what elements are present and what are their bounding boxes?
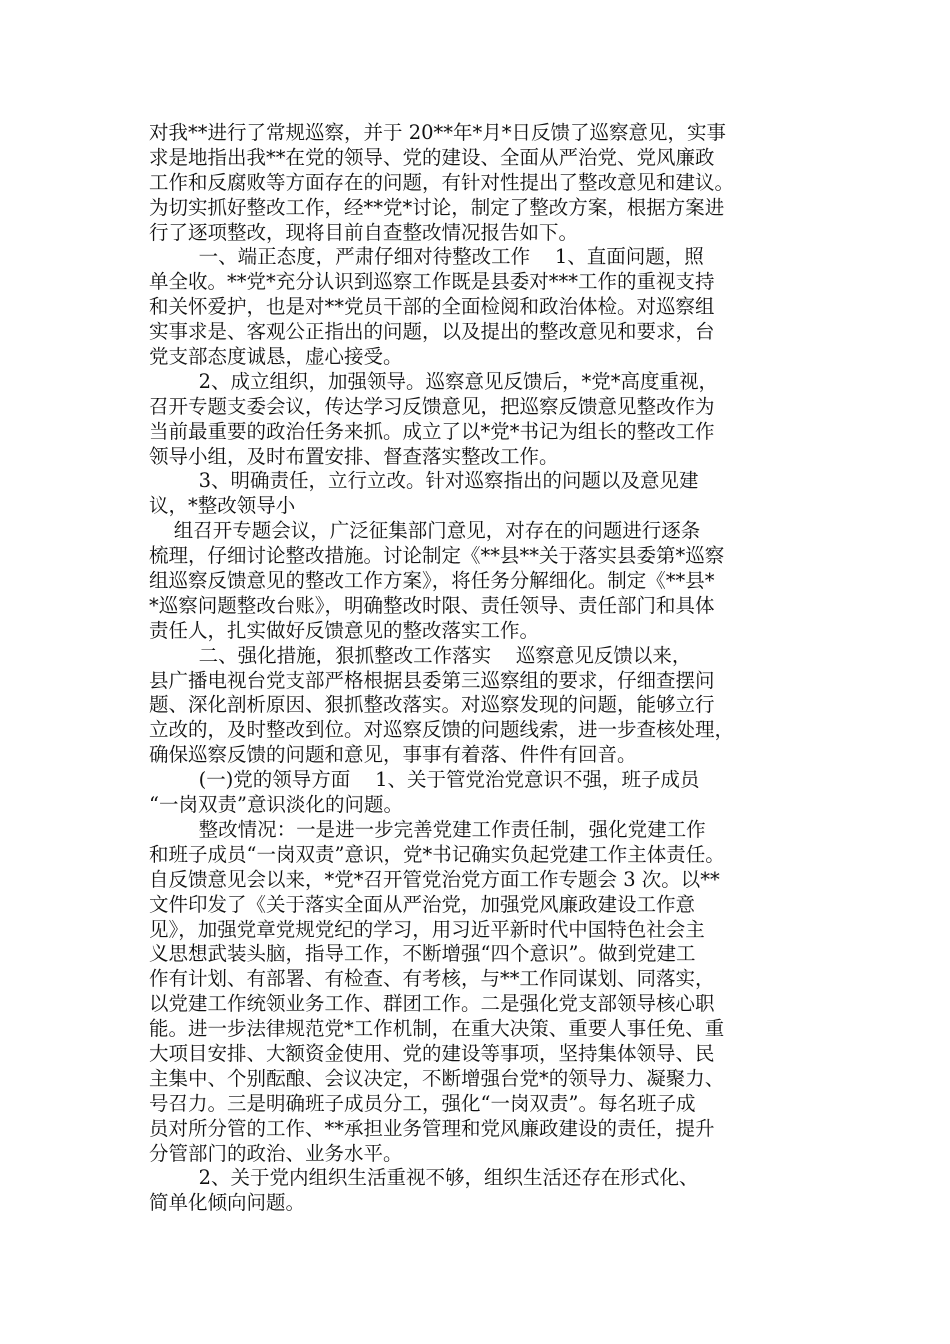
text-line: 县广播电视台党支部严格根据县委第三巡察组的要求，仔细查摆问: [149, 668, 715, 692]
text-line: 议，*整改领导小: [149, 494, 296, 518]
text-line: 主集中、个别酝酿、会议决定，不断增强台党*的领导力、凝聚力、: [149, 1066, 725, 1090]
text-line: 工作和反腐败等方面存在的问题，有针对性提出了整改意见和建议。: [149, 170, 735, 194]
text-line: 召开专题支委会议，传达学习反馈意见，把巡察反馈意见整改作为: [149, 394, 715, 418]
text-line: 确保巡察反馈的问题和意见，事事有着落、件件有回音。: [149, 743, 637, 767]
text-line: 和班子成员“一岗双责”意识，党*书记确实负起党建工作主体责任。: [149, 842, 725, 866]
text-line: 求是地指出我**在党的领导、党的建设、全面从严治党、党风廉政: [149, 145, 715, 169]
text-line: 领导小组，及时布置安排、督查落实整改工作。: [149, 444, 559, 468]
text-line: 员对所分管的工作、**承担业务管理和党风廉政建设的责任，提升: [149, 1116, 715, 1140]
text-line: 能。进一步法律规范党*工作机制，在重大决策、重要人事任免、重: [149, 1017, 725, 1041]
text-line: 单全收。**党*充分认识到巡察工作既是县委对***工作的重视支持: [149, 270, 715, 294]
text-line: 分管部门的政治、业务水平。: [149, 1141, 403, 1165]
text-line: 号召力。三是明确班子成员分工，强化“一岗双责”。每名班子成: [149, 1091, 696, 1115]
text-line: 立改的，及时整改到位。对巡察反馈的问题线索，进一步查核处理，: [149, 718, 735, 742]
text-line: 简单化倾向问题。: [149, 1191, 306, 1215]
text-line: 自反馈意见会以来，*党*召开管党治党方面工作专题会 3 次。以**: [149, 867, 720, 891]
text-line: 2、关于党内组织生活重视不够，组织生活还存在形式化、: [149, 1166, 699, 1190]
text-line: 作有计划、有部署、有检查、有考核，与**工作同谋划、同落实，: [149, 967, 715, 991]
text-line: 责任人，扎实做好反馈意见的整改落实工作。: [149, 618, 540, 642]
text-line: 以党建工作统领业务工作、群团工作。二是强化党支部领导核心职: [149, 992, 715, 1016]
text-line: 组巡察反馈意见的整改工作方案》，将任务分解细化。制定《**县*: [149, 569, 715, 593]
text-line: 二、强化措施，狠抓整改工作落实 巡察意见反馈以来，: [149, 643, 692, 667]
text-line: 大项目安排、大额资金使用、党的建设等事项，坚持集体领导、民: [149, 1041, 715, 1065]
text-line: (一)党的领导方面 1、关于管党治党意识不强，班子成员: [149, 768, 700, 792]
text-line: 整改情况：一是进一步完善党建工作责任制，强化党建工作: [149, 817, 706, 841]
text-line: 实事求是、客观公正指出的问题，以及提出的整改意见和要求，台: [149, 320, 715, 344]
text-line: 一、端正态度，严肃仔细对待整改工作 1、直面问题，照: [149, 245, 704, 269]
text-line: 组召开专题会议，广泛征集部门意见，对存在的问题进行逐条: [149, 519, 701, 543]
text-line: 梳理，仔细讨论整改措施。讨论制定《**县**关于落实县委第*巡察: [149, 544, 725, 568]
text-line: 当前最重要的政治任务来抓。成立了以*党*书记为组长的整改工作: [149, 419, 715, 443]
text-line: *巡察问题整改台账》，明确整改时限、责任领导、责任部门和具体: [149, 593, 715, 617]
text-line: 2、成立组织，加强领导。巡察意见反馈后，*党*高度重视，: [149, 369, 718, 393]
text-line: 见》，加强党章党规党纪的学习，用习近平新时代中国特色社会主: [149, 917, 705, 941]
document-body: [149, 121, 817, 1216]
text-line: 文件印发了《关于落实全面从严治党，加强党风廉政建设工作意: [149, 892, 696, 916]
text-line: 题、深化剖析原因、狠抓整改落实。对巡察发现的问题，能够立行: [149, 693, 715, 717]
text-line: “一岗双责”意识淡化的问题。: [149, 793, 403, 817]
text-line: 为切实抓好整改工作，经**党*讨论，制定了整改方案，根据方案进: [149, 195, 725, 219]
text-line: 3、明确责任，立行立改。针对巡察指出的问题以及意见建: [149, 469, 699, 493]
text-line: 和关怀爱护，也是对**党员干部的全面检阅和政治体检。对巡察组: [149, 295, 715, 319]
text-line: 党支部态度诚恳，虚心接受。: [149, 345, 403, 369]
text-line: 义思想武装头脑，指导工作，不断增强“四个意识”。做到党建工: [149, 942, 696, 966]
text-line: 行了逐项整改，现将目前自查整改情况报告如下。: [149, 220, 579, 244]
text-line: 对我**进行了常规巡察，并于 20**年*月*日反馈了巡察意见，实事: [149, 121, 727, 144]
